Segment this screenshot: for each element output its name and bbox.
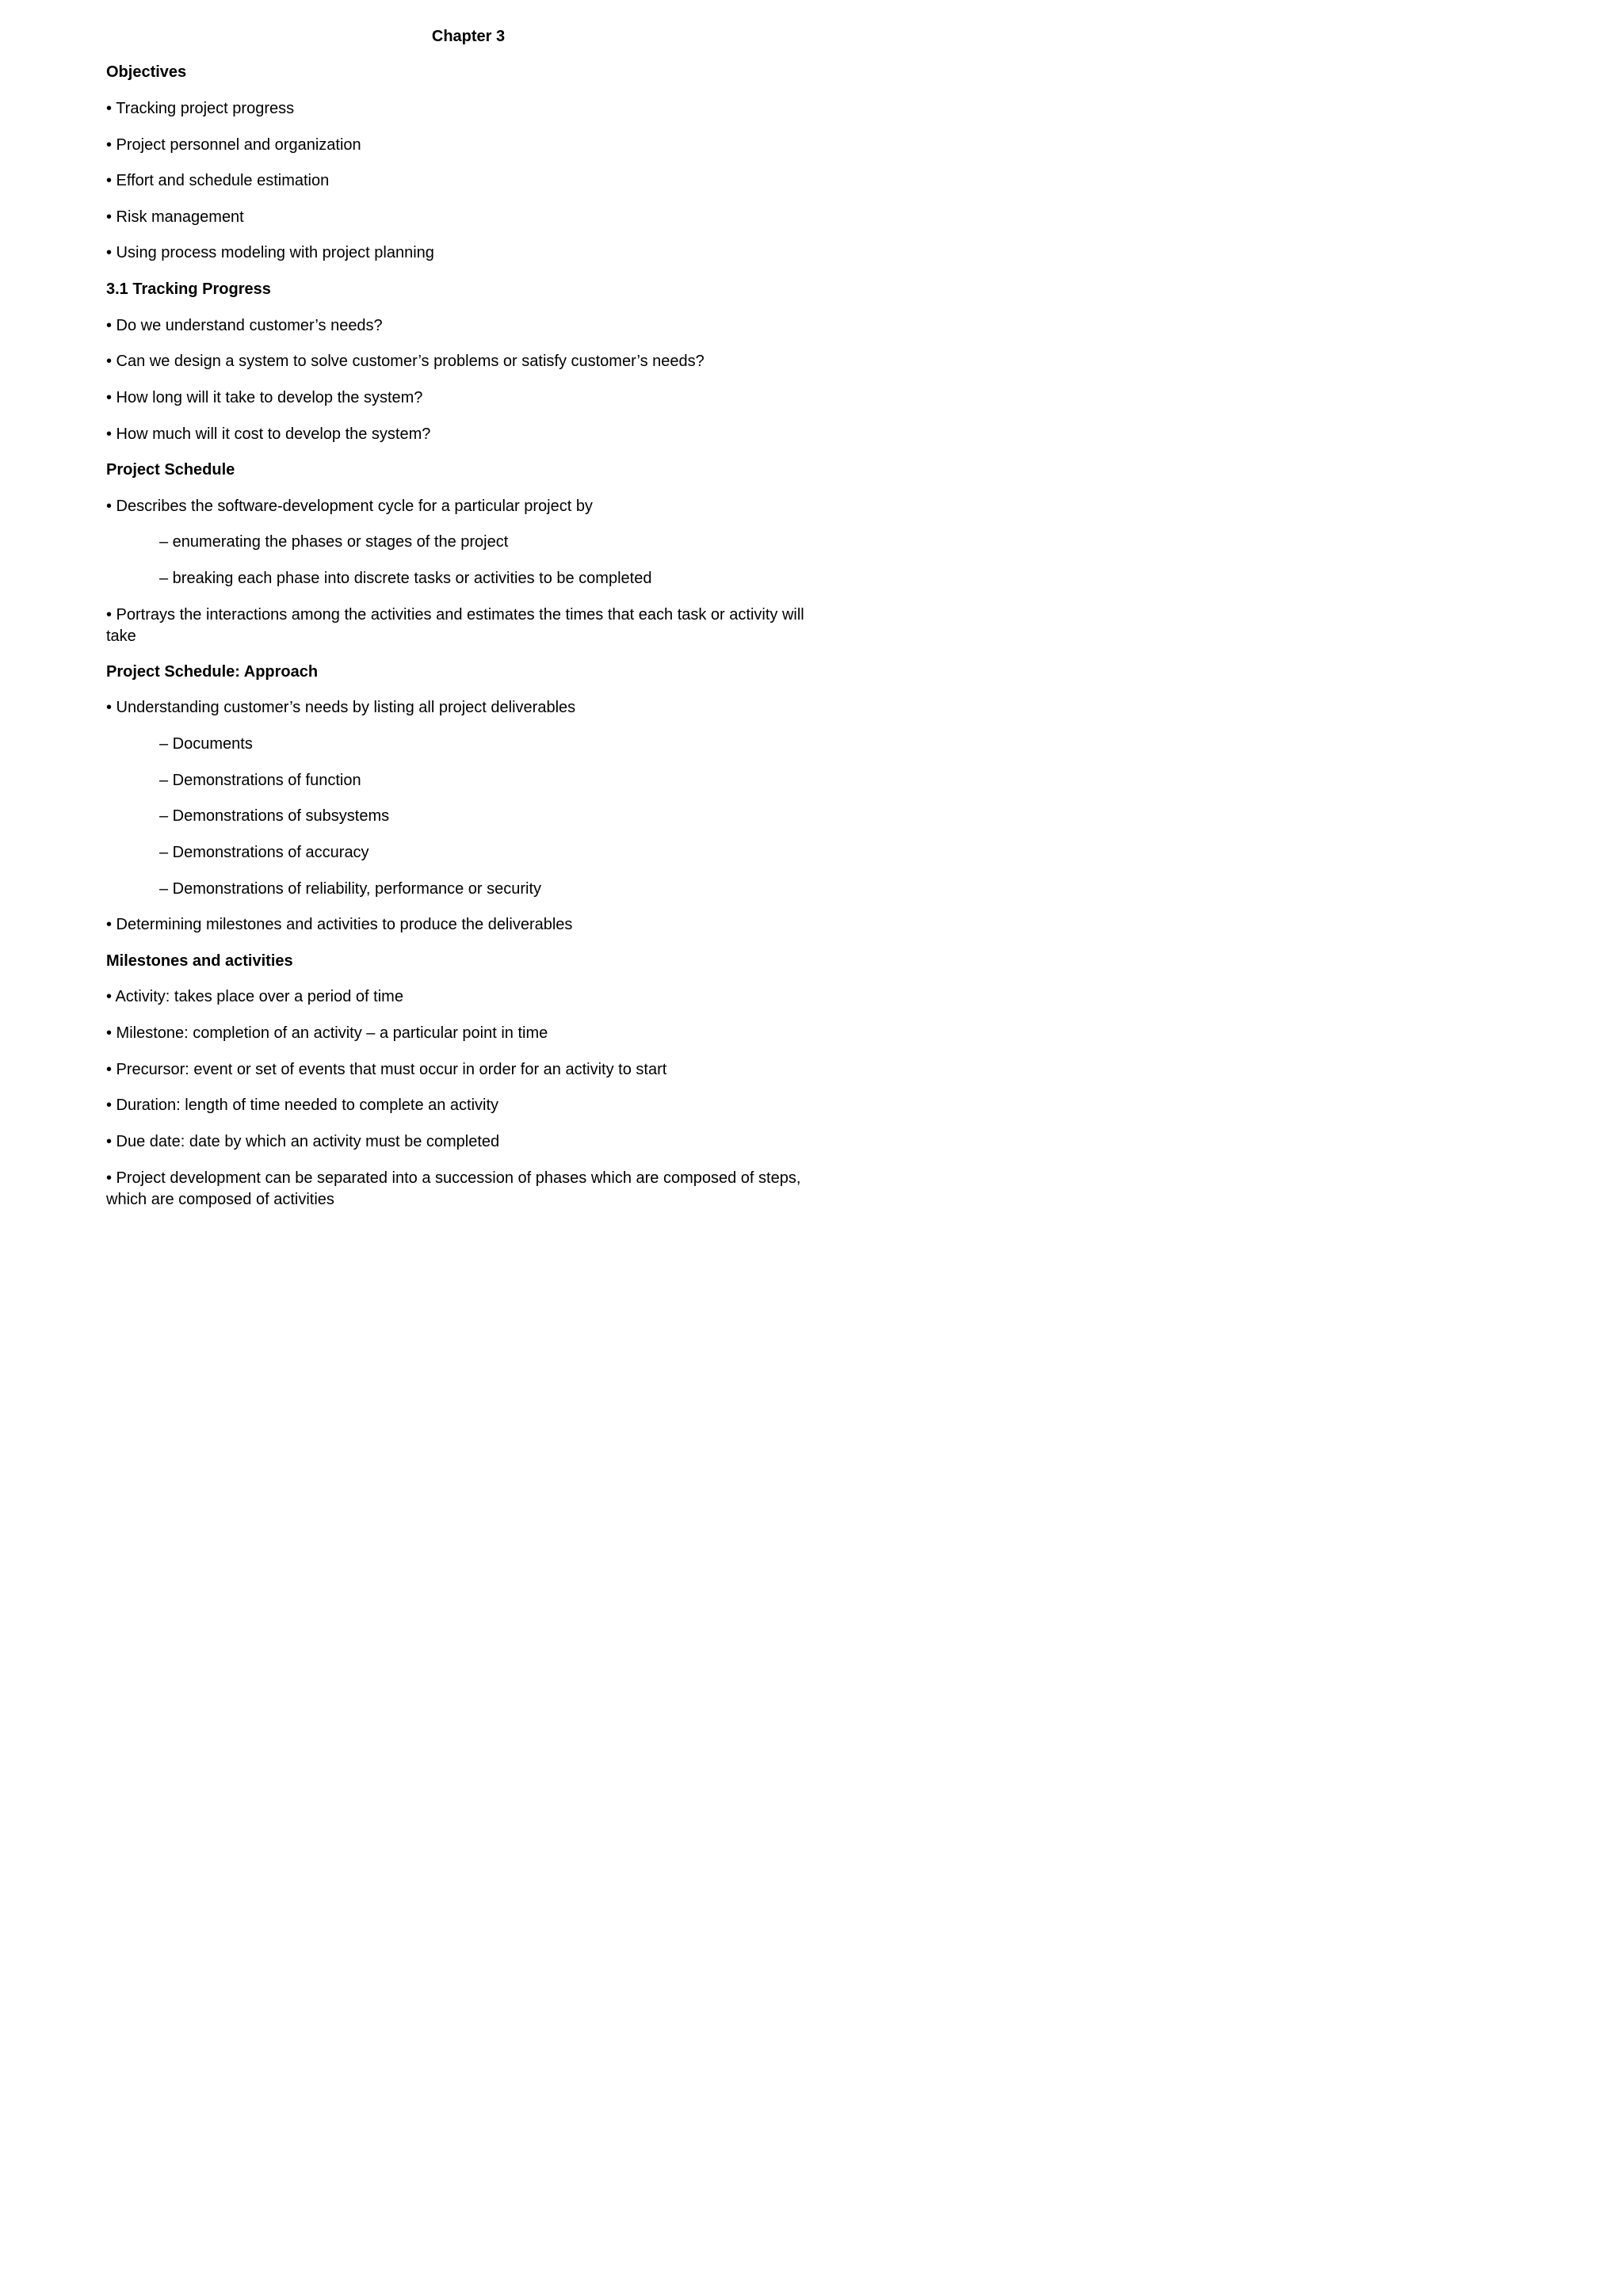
list-item: • Activity: takes place over a period of time [106,988,403,1005]
sub-list-item: – Demonstrations of accuracy [159,844,369,861]
sub-list-item: – Demonstrations of reliability, performance or security [159,880,542,898]
list-item: • Do we understand customer’s needs? [106,317,383,334]
list-item: • Milestone: completion of an activity – a particular point in time [106,1024,548,1042]
list-item: • Determining milestones and activities to produce the deliverables [106,916,573,933]
list-item: • Using process modeling with project planning [106,244,434,261]
list-item: • Precursor: event or set of events that must occur in order for an activity to start [106,1061,667,1078]
list-item: • Can we design a system to solve customer’s problems or satisfy customer’s needs? [106,353,705,370]
sub-list-item: – Demonstrations of function [159,772,361,789]
sub-list-item: – Demonstrations of subsystems [159,807,390,825]
project-schedule-heading: Project Schedule [106,461,235,479]
list-item: • Risk management [106,208,244,226]
list-item: • Effort and schedule estimation [106,172,330,189]
milestones-heading: Milestones and activities [106,952,293,970]
sub-list-item: – enumerating the phases or stages of the project [159,533,509,551]
list-item: • Portrays the interactions among the activities and estimates the times that each task or activity will take [106,606,804,645]
page-title: Chapter 3 [431,28,506,45]
list-item: • Project development can be separated into a succession of phases which are composed of steps, which are composed of activities [106,1169,801,1208]
sub-list-item: – Documents [159,735,253,753]
objectives-heading: Objectives [106,63,187,81]
tracking-progress-heading: 3.1 Tracking Progress [106,280,271,298]
list-item: • How much will it cost to develop the system? [106,425,431,443]
sub-list-item: – breaking each phase into discrete tasks or activities to be completed [159,570,652,587]
document-page [0,0,872,1233]
list-item: • Due date: date by which an activity must be completed [106,1133,500,1150]
list-item: • How long will it take to develop the system? [106,389,423,406]
list-item: • Project personnel and organization [106,136,361,154]
list-item: • Understanding customer’s needs by listing all project deliverables [106,699,576,716]
approach-heading: Project Schedule: Approach [106,663,319,681]
list-item: • Duration: length of time needed to complete an activity [106,1097,499,1114]
list-item: • Describes the software-development cycle for a particular project by [106,498,593,515]
list-item: • Tracking project progress [106,100,295,117]
